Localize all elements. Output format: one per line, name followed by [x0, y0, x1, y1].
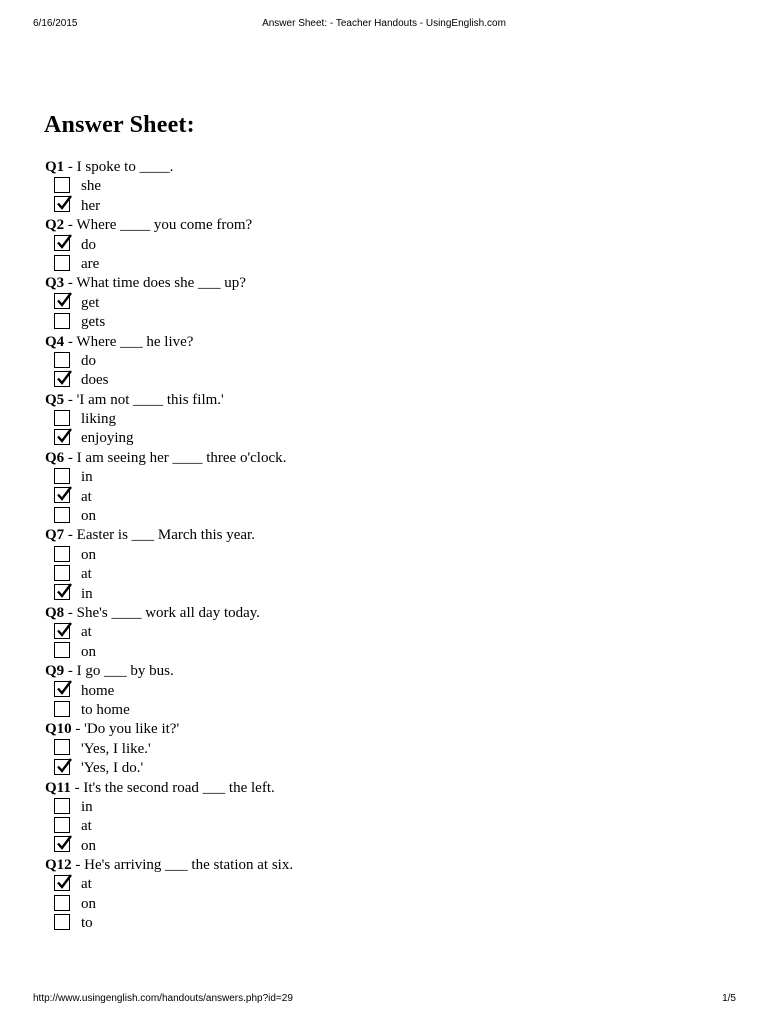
option-label: gets — [81, 314, 106, 331]
option-label: do — [81, 352, 96, 369]
print-date: 6/16/2015 — [33, 18, 78, 29]
checked-checkbox[interactable] — [54, 235, 70, 251]
page-number: 1/5 — [722, 993, 736, 1004]
question-text: He's arriving ___ the station at six. — [84, 857, 294, 874]
question-number: Q5 — [45, 391, 65, 408]
answer-option[interactable] — [45, 255, 745, 274]
answer-option[interactable] — [45, 817, 745, 836]
question-separator: - — [70, 779, 84, 796]
checkmark-icon — [56, 234, 74, 250]
question-text: She's ____ work all day today. — [76, 604, 261, 621]
answer-option[interactable] — [45, 643, 745, 662]
answer-option[interactable] — [45, 740, 745, 759]
answer-option[interactable] — [45, 488, 745, 507]
answer-option[interactable] — [45, 352, 745, 371]
checkmark-icon — [56, 874, 74, 890]
question-list — [45, 158, 745, 934]
answer-option[interactable] — [45, 701, 745, 720]
question-text-line — [45, 779, 745, 798]
question-separator: - — [64, 449, 77, 466]
question-text: 'I am not ____ this film.' — [76, 391, 224, 408]
checkmark-icon — [56, 680, 74, 696]
checkmark-icon — [56, 195, 74, 211]
option-label: at — [81, 818, 92, 835]
question-text: It's the second road ___ the left. — [83, 779, 275, 796]
option-label: her — [81, 197, 101, 214]
checkbox[interactable] — [54, 468, 70, 484]
question-number: Q11 — [45, 779, 71, 796]
option-label: in — [81, 469, 93, 486]
checkmark-icon — [56, 758, 74, 774]
answer-option[interactable] — [45, 875, 745, 894]
checkbox[interactable] — [54, 410, 70, 426]
option-label: on — [81, 546, 96, 563]
answer-option[interactable] — [45, 565, 745, 584]
question-text-line — [45, 158, 745, 177]
question-number: Q4 — [45, 333, 65, 350]
checked-checkbox[interactable] — [54, 623, 70, 639]
checkbox[interactable] — [54, 701, 70, 717]
checkbox[interactable] — [54, 565, 70, 581]
answer-option[interactable] — [45, 585, 745, 604]
question-text-line — [45, 720, 745, 739]
checkmark-icon — [56, 835, 74, 851]
question-text: Where ____ you come from? — [76, 217, 253, 234]
option-label: on — [81, 643, 96, 660]
question-text-line — [45, 333, 745, 352]
question-1 — [45, 158, 745, 216]
question-number: Q7 — [45, 527, 65, 544]
option-label: on — [81, 508, 96, 525]
question-text: I spoke to ____. — [76, 159, 174, 175]
question-3 — [45, 274, 745, 332]
option-label: 'Yes, I like.' — [81, 740, 151, 757]
question-separator: - — [64, 333, 77, 350]
question-separator: - — [64, 217, 77, 234]
checkbox[interactable] — [54, 798, 70, 814]
question-text-line — [45, 604, 745, 623]
checkbox[interactable] — [54, 313, 70, 329]
checkbox[interactable] — [54, 739, 70, 755]
question-text-line — [45, 391, 745, 410]
answer-option[interactable] — [45, 914, 745, 933]
option-label: home — [81, 682, 115, 699]
checked-checkbox[interactable] — [54, 371, 70, 387]
question-4 — [45, 333, 745, 391]
question-12 — [45, 856, 745, 934]
option-label: to — [81, 915, 93, 932]
checkbox[interactable] — [54, 642, 70, 658]
answer-option[interactable] — [45, 410, 745, 429]
answer-option[interactable] — [45, 507, 745, 526]
checkbox[interactable] — [54, 817, 70, 833]
question-number: Q8 — [45, 604, 65, 621]
option-label: she — [81, 178, 101, 195]
question-7 — [45, 526, 745, 604]
question-text-line — [45, 449, 745, 468]
footer-url: http://www.usingenglish.com/handouts/answers.php?id=29 — [33, 993, 293, 1004]
checkbox[interactable] — [54, 255, 70, 271]
question-5 — [45, 391, 745, 449]
checkmark-icon — [56, 292, 74, 308]
option-label: get — [81, 294, 100, 311]
checked-checkbox[interactable] — [54, 429, 70, 445]
option-label: are — [81, 255, 100, 272]
option-label: at — [81, 876, 92, 893]
question-11 — [45, 779, 745, 857]
checked-checkbox[interactable] — [54, 584, 70, 600]
question-separator: - — [64, 527, 77, 544]
answer-option[interactable] — [45, 313, 745, 332]
question-number: Q1 — [45, 159, 65, 175]
question-number: Q2 — [45, 217, 65, 234]
question-separator: - — [64, 391, 77, 408]
checkbox[interactable] — [54, 546, 70, 562]
checked-checkbox[interactable] — [54, 681, 70, 697]
checkbox[interactable] — [54, 914, 70, 930]
option-label: at — [81, 624, 92, 641]
question-number: Q6 — [45, 449, 65, 466]
checkmark-icon — [56, 486, 74, 502]
question-8 — [45, 604, 745, 662]
option-label: 'Yes, I do.' — [81, 760, 144, 777]
checked-checkbox[interactable] — [54, 836, 70, 852]
question-text-line — [45, 216, 745, 235]
question-number: Q9 — [45, 663, 65, 680]
answer-option[interactable] — [45, 197, 745, 216]
checked-checkbox[interactable] — [54, 487, 70, 503]
question-9 — [45, 662, 745, 720]
question-separator: - — [64, 159, 77, 175]
option-label: in — [81, 798, 93, 815]
answer-option[interactable] — [45, 177, 745, 196]
answer-option[interactable] — [45, 837, 745, 856]
answer-option[interactable] — [45, 236, 745, 255]
answer-option[interactable] — [45, 798, 745, 817]
option-label: at — [81, 566, 92, 583]
option-label: do — [81, 236, 96, 253]
option-label: to home — [81, 701, 130, 718]
question-text-line — [45, 526, 745, 545]
checkbox[interactable] — [54, 352, 70, 368]
option-label: enjoying — [81, 430, 134, 447]
checkmark-icon — [56, 583, 74, 599]
answer-option[interactable] — [45, 429, 745, 448]
checkbox[interactable] — [54, 895, 70, 911]
checkmark-icon — [56, 370, 74, 386]
option-label: at — [81, 488, 92, 505]
answer-option[interactable] — [45, 759, 745, 778]
question-text: I go ___ by bus. — [76, 663, 174, 680]
option-label: in — [81, 585, 93, 602]
answer-option[interactable] — [45, 682, 745, 701]
answer-option[interactable] — [45, 623, 745, 642]
checked-checkbox[interactable] — [54, 293, 70, 309]
option-label: does — [81, 372, 109, 389]
question-6 — [45, 449, 745, 527]
checked-checkbox[interactable] — [54, 875, 70, 891]
checked-checkbox[interactable] — [54, 196, 70, 212]
question-text: I am seeing her ____ three o'clock. — [76, 449, 287, 466]
answer-option[interactable] — [45, 895, 745, 914]
question-text: 'Do you like it?' — [84, 721, 180, 738]
question-text: Where ___ he live? — [76, 333, 194, 350]
question-separator: - — [64, 275, 77, 292]
checkbox[interactable] — [54, 507, 70, 523]
checkbox[interactable] — [54, 177, 70, 193]
question-text-line — [45, 662, 745, 681]
question-separator: - — [71, 721, 85, 738]
question-text-line — [45, 274, 745, 293]
question-number: Q10 — [45, 721, 72, 738]
question-text: Easter is ___ March this year. — [76, 527, 255, 544]
question-2 — [45, 216, 745, 274]
question-number: Q3 — [45, 275, 65, 292]
print-page-title: Answer Sheet: - Teacher Handouts - UsingEnglish.com — [262, 18, 506, 29]
question-separator: - — [71, 857, 85, 874]
question-10 — [45, 720, 745, 778]
question-separator: - — [64, 663, 77, 680]
answer-option[interactable] — [45, 371, 745, 390]
answer-option[interactable] — [45, 546, 745, 565]
option-label: on — [81, 895, 96, 912]
answer-option[interactable] — [45, 468, 745, 487]
question-number: Q12 — [45, 857, 72, 874]
option-label: on — [81, 837, 96, 854]
question-text-line — [45, 856, 745, 875]
checked-checkbox[interactable] — [54, 759, 70, 775]
answer-option[interactable] — [45, 294, 745, 313]
question-separator: - — [64, 604, 77, 621]
question-text: What time does she ___ up? — [76, 275, 246, 292]
option-label: liking — [81, 411, 117, 428]
checkmark-icon — [56, 428, 74, 444]
page-title: Answer Sheet: — [44, 112, 195, 138]
checkmark-icon — [56, 622, 74, 638]
